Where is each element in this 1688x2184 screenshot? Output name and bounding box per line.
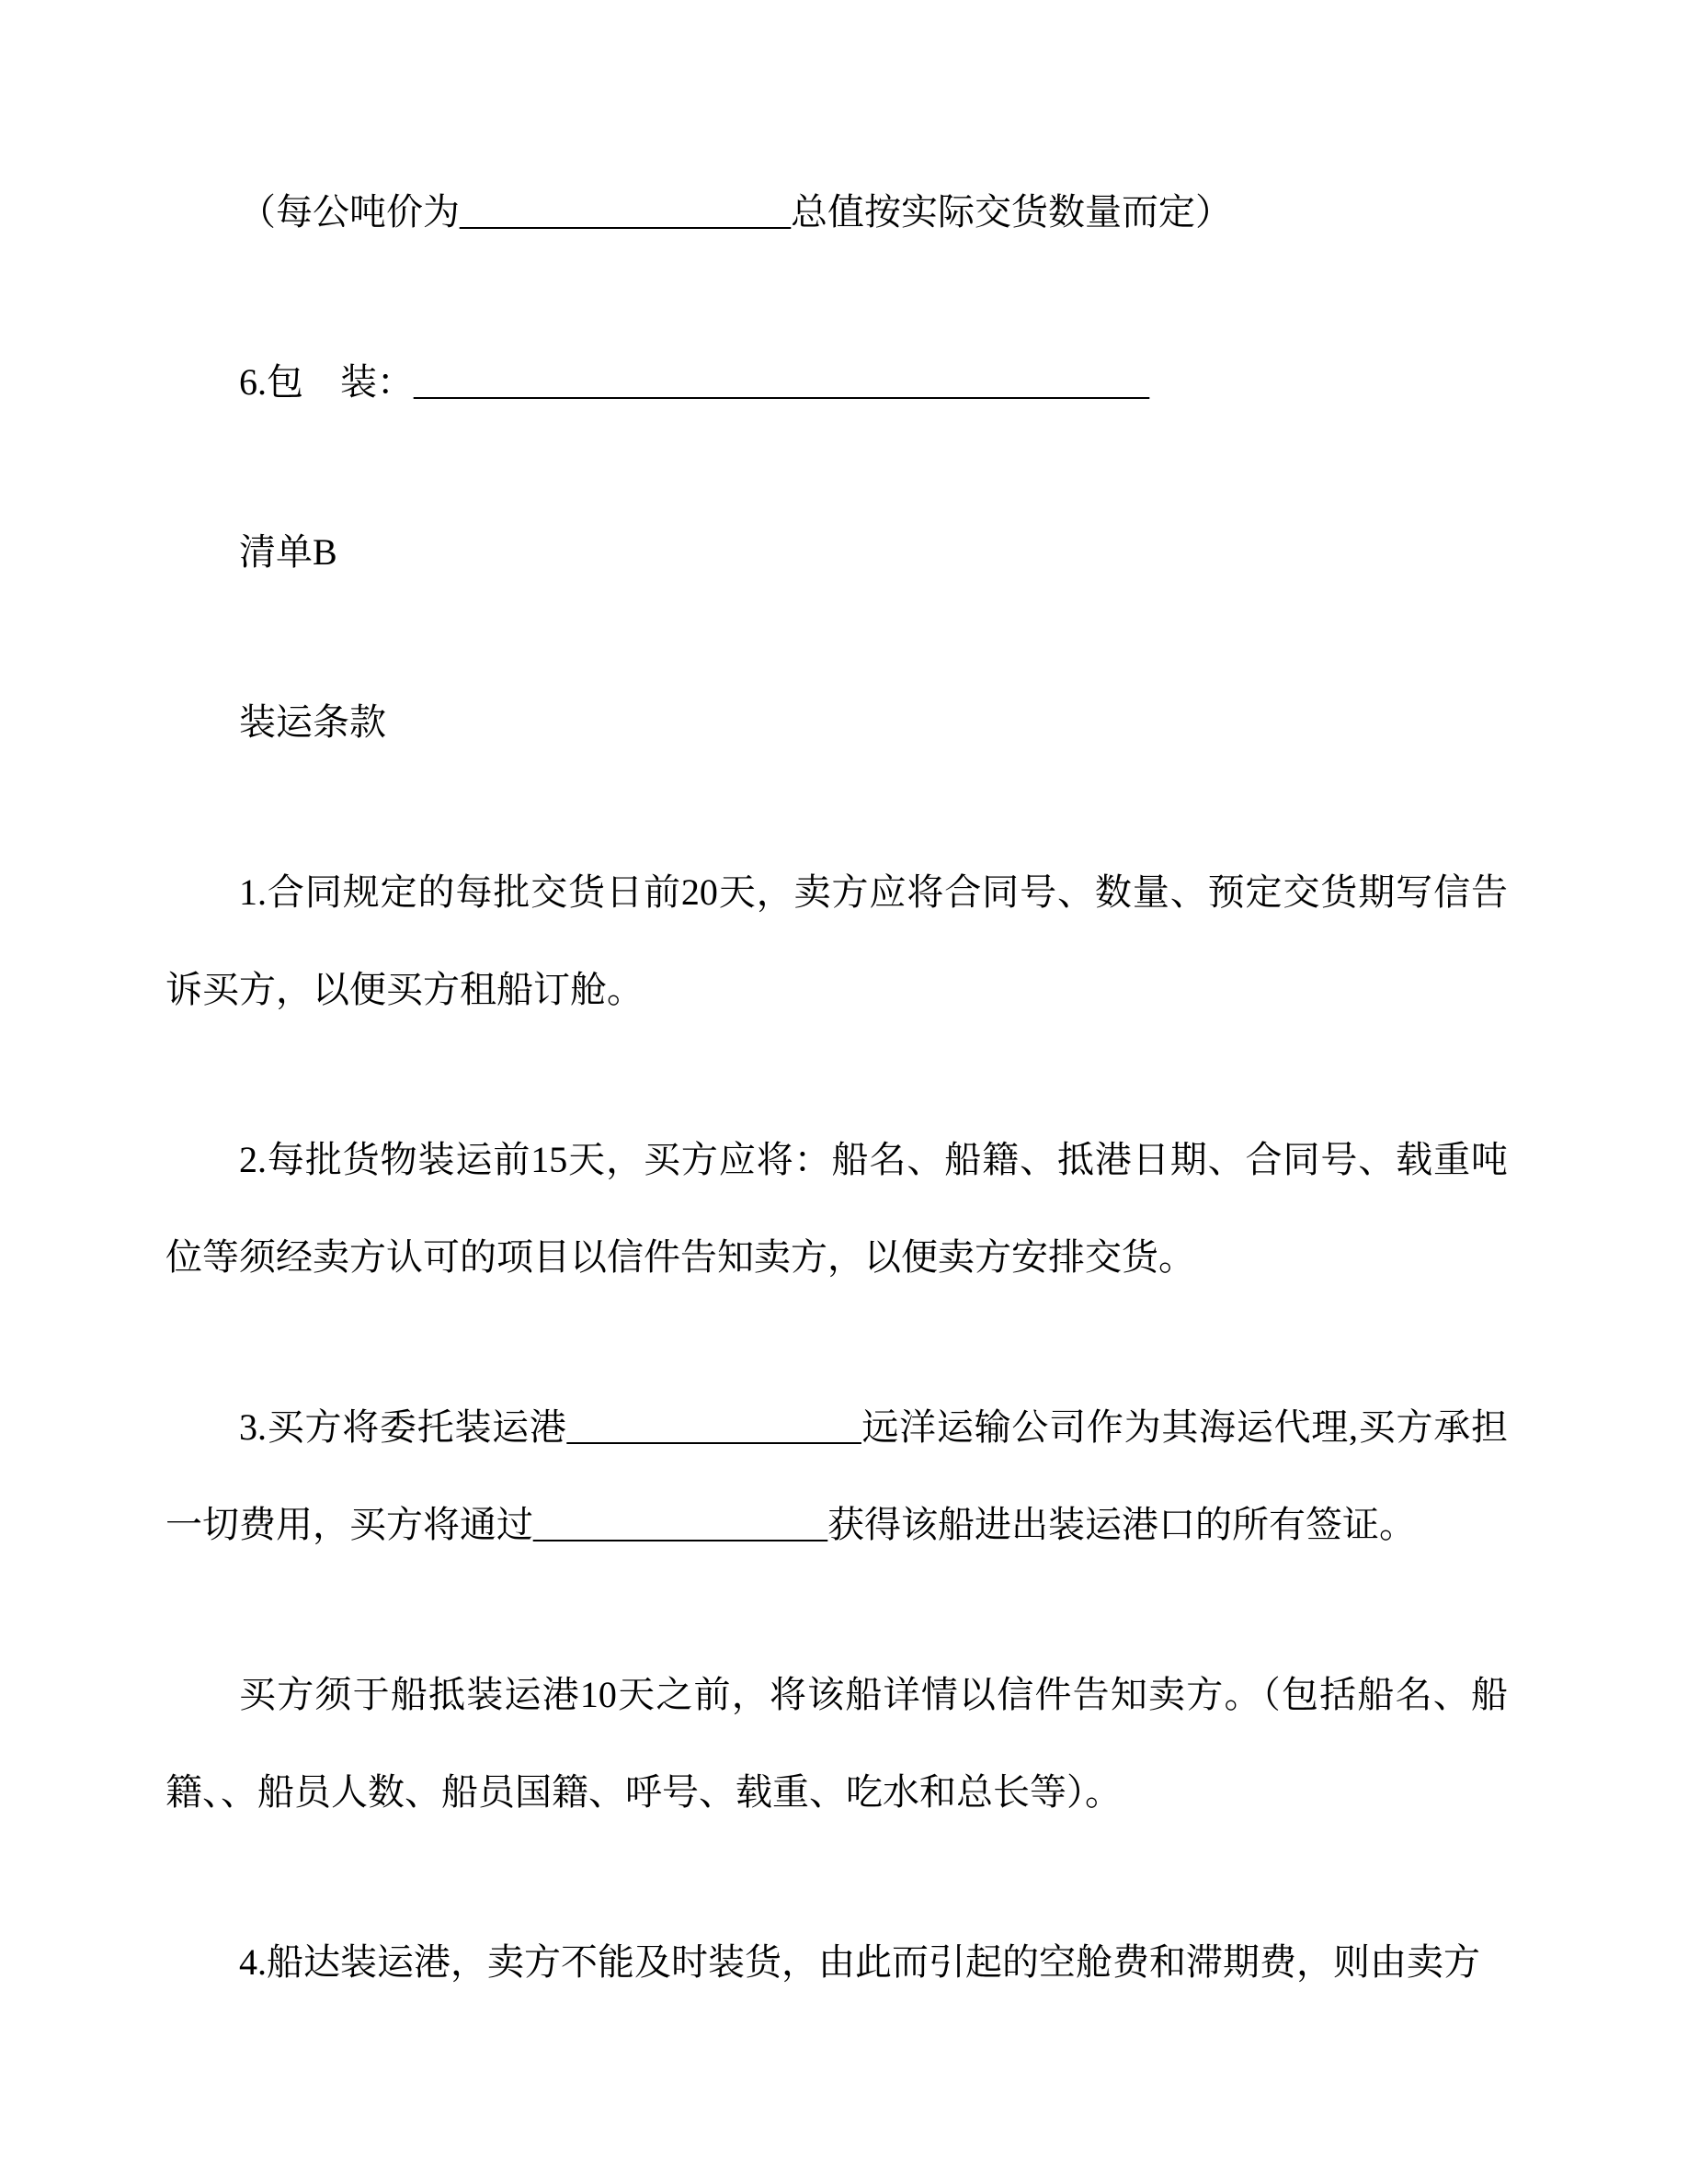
shipping-clause-4: 4.船达装运港，卖方不能及时装货，由此而引起的空舱费和滞期费，则由卖方 [239,1941,1480,1983]
shipping-terms-heading: 装运条款 [239,701,386,743]
price-per-ton-note: （每公吨价为__________________总值按实际交货数量而定） [239,191,1232,233]
packing-clause: 6.包 装：________________________________________ [239,361,1149,403]
shipping-clause-1: 1.合同规定的每批交货日前20天，卖方应将合同号、数量、预定交货期写信告诉买方，以便买方租船订舱。 [165,871,1508,1010]
shipping-clause-3: 3.买方将委托装运港________________远洋运输公司作为其海运代理,买方承担一切费用，买方将通过________________获得该船进出装运港口的所有签证。 [165,1406,1508,1545]
vessel-details-clause: 买方须于船抵装运港10天之前，将该船详情以信件告知卖方。（包括船名、船籍、、船员人数、船员国籍、呼号、载重、吃水和总长等）。 [165,1674,1508,1813]
shipping-clause-2: 2.每批货物装运前15天，买方应将：船名、船籍、抵港日期、合同号、载重吨位等须经卖方认可的项目以信件告知卖方，以便卖方安排交货。 [165,1139,1508,1278]
list-b-heading: 清单B [239,531,337,573]
